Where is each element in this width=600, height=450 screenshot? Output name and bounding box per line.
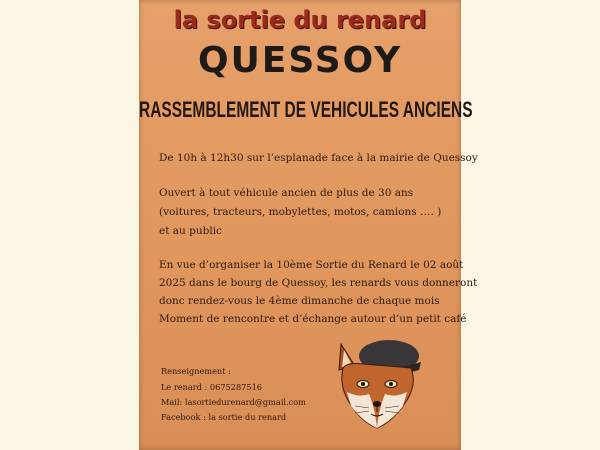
poster-title-main: QUESSOY [197,40,403,81]
event-line-3: donc rendez-vous le 4ème dimanche de chaque mois [159,295,440,307]
open-line-3: et au public [159,225,222,237]
poster-title-sub: RASSEMBLEMENT DE VEHICULES ANCIENS [139,98,473,123]
poster [139,0,478,450]
contact-phone: Le renard : 0675287516 [161,382,263,392]
event-line-1: En vue d’organiser la 10ème Sortie du Renard le 02 août [159,259,464,271]
contact-mail: Mail: lasortiedurenard@gmail.com [161,397,306,407]
event-line-2: 2025 dans le bourg de Quessoy, les renards vous donneront [159,277,478,289]
fox-with-cap-icon [333,336,425,436]
contact-heading: Renseignement : [161,366,231,376]
poster-title-top: la sortie du renard [173,6,427,34]
contact-facebook: Facebook : la sortie du renard [161,412,287,422]
event-line-4: Moment de rencontre et d’échange autour d’un petit café [159,313,467,325]
schedule-text: De 10h à 12h30 sur l’esplanade face à la mairie de Quessoy [159,152,478,164]
open-line-1: Ouvert à tout véhicule ancien de plus de 30 ans [159,187,414,199]
open-line-2: (voitures, tracteurs, mobylettes, motos, camions …. ) [159,206,442,218]
